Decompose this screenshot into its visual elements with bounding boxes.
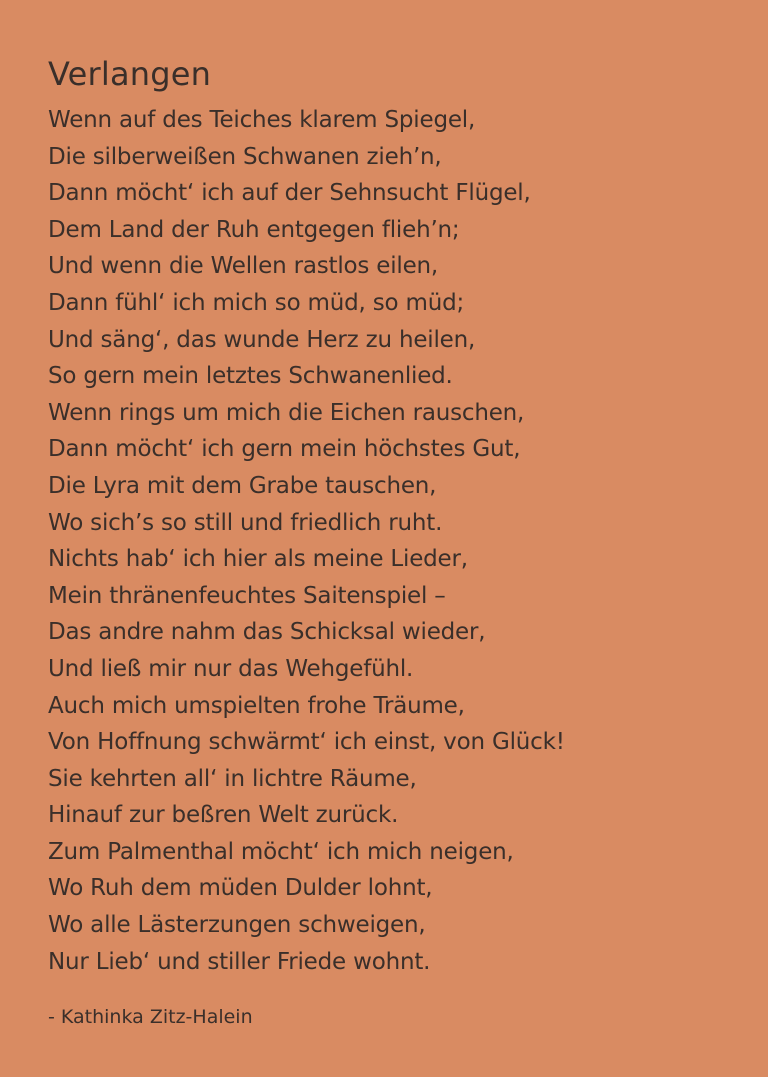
- poem-line: Wo alle Lästerzungen schweigen,: [48, 912, 426, 939]
- poem-line: Von Hoffnung schwärmt‘ ich einst, von Glück!: [48, 729, 565, 756]
- poem-line: Dann fühl‘ ich mich so müd, so müd;: [48, 289, 465, 316]
- poem-line: Mein thränenfeuchtes Saitenspiel –: [48, 582, 446, 609]
- poem-line: Dann möcht‘ ich gern mein höchstes Gut,: [48, 436, 521, 463]
- poem-line: Die silberweißen Schwanen zieh’n,: [48, 143, 442, 170]
- poem-body: [48, 102, 720, 980]
- poem-line: Nur Lieb‘ und stiller Friede wohnt.: [48, 948, 431, 975]
- poem-line: Hinauf zur beßren Welt zurück.: [48, 802, 399, 829]
- poem-line: Die Lyra mit dem Grabe tauschen,: [48, 472, 437, 499]
- poem-line: Auch mich umspielten frohe Träume,: [48, 692, 465, 719]
- poem-line: Und ließ mir nur das Wehgefühl.: [48, 655, 414, 682]
- poem-line: Wenn rings um mich die Eichen rauschen,: [48, 399, 525, 426]
- poem-line: Dann möcht‘ ich auf der Sehnsucht Flügel,: [48, 180, 531, 207]
- poem-line: Sie kehrten all‘ in lichtre Räume,: [48, 765, 417, 792]
- poem-line: Und säng‘, das wunde Herz zu heilen,: [48, 326, 476, 353]
- poem-author: - Kathinka Zitz-Halein: [48, 1006, 253, 1029]
- poem-line: Zum Palmenthal möcht‘ ich mich neigen,: [48, 838, 514, 865]
- poem-line: Das andre nahm das Schicksal wieder,: [48, 619, 486, 646]
- poem-line: Wo sich’s so still und friedlich ruht.: [48, 509, 443, 536]
- poem-line: Wo Ruh dem müden Dulder lohnt,: [48, 875, 433, 902]
- poem-line: Wenn auf des Teiches klarem Spiegel,: [48, 107, 476, 133]
- poem-line: Dem Land der Ruh entgegen flieh’n;: [48, 216, 460, 243]
- poem-line: Und wenn die Wellen rastlos eilen,: [48, 253, 439, 280]
- poem-line: So gern mein letztes Schwanenlied.: [48, 363, 453, 390]
- poem-line: Nichts hab‘ ich hier als meine Lieder,: [48, 546, 468, 573]
- poem-title: Verlangen: [48, 55, 212, 93]
